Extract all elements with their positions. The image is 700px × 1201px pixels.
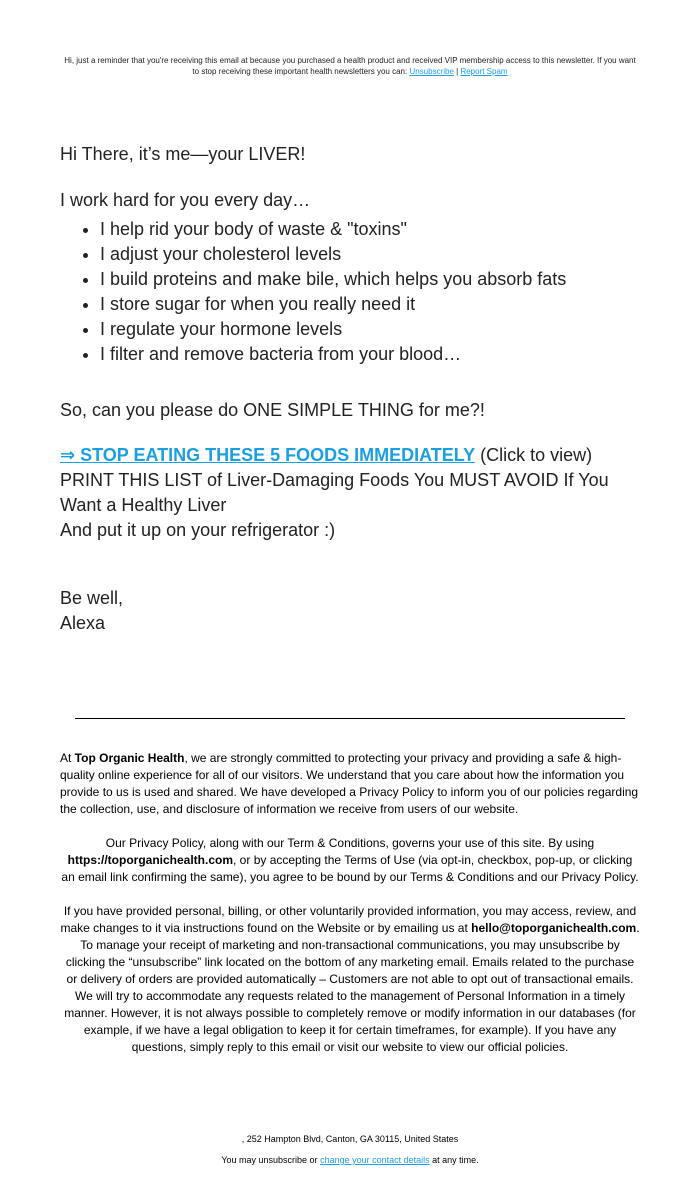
unsubscribe-prefix: You may unsubscribe or — [221, 1155, 321, 1165]
change-contact-details-link[interactable]: change your contact details — [320, 1155, 430, 1165]
fridge-line: And put it up on your refrigerator :) — [60, 520, 336, 540]
list-item: • I adjust your cholesterol levels — [100, 242, 640, 267]
ask-line: So, can you please do ONE SIMPLE THING for me?! — [60, 400, 485, 420]
unsubscribe-suffix: at any time. — [429, 1155, 479, 1165]
signoff-block — [60, 586, 640, 636]
report-spam-link[interactable]: Report Spam — [460, 67, 508, 76]
preheader-separator: | — [453, 67, 461, 76]
cta-link[interactable]: ⇒ STOP EATING THESE 5 FOODS IMMEDIATELY — [60, 445, 476, 465]
list-item: • I regulate your hormone levels — [100, 317, 640, 342]
footer-text: At — [60, 751, 75, 765]
footer-paragraph-2 — [60, 835, 640, 886]
list-item: • I store sugar for when you really need it — [100, 292, 640, 317]
footer-text: Our Privacy Policy, along with our Term & Conditions, governs your use of this site. By using — [105, 836, 595, 850]
preheader-text: Hi, just a reminder that you're receiving this email at because you purchased a health product and received VIP membership access to this newsletter. If you want to stop receiving these important health newsletters you can: — [64, 56, 636, 76]
intro-line: I work hard for you every day… — [60, 190, 311, 210]
cta-suffix: (Click to view) — [475, 445, 593, 465]
greeting: Hi There, it’s me—your LIVER! — [60, 144, 306, 164]
cta-block — [60, 443, 640, 543]
footer-text: . To manage your receipt of marketing and non-transactional communications, you may unsubscribe by clicking the “unsubscribe” link located on the bottom of any marketing email. Emails related to the purchase or delivery of orders are provided automatically – Customers are not able to opt out of transactional emails. We will try to accommodate any requests related to the management of Personal Information in a timely manner. However, it is not always possible to completely remove or modify information in our databases (for example, if we have a legal obligation to keep it for certain timeframes, for example). If you have any questions, simply reply to this email or visit our website to view our official policies. — [64, 921, 640, 1054]
unsubscribe-link[interactable]: Unsubscribe — [409, 67, 454, 76]
footer-legal — [60, 750, 640, 1073]
postal-address: , 252 Hampton Blvd, Canton, GA 30115, United States — [241, 1134, 459, 1144]
list-item: • I build proteins and make bile, which helps you absorb fats — [100, 267, 640, 292]
footer-paragraph-3 — [60, 903, 640, 1056]
print-line: PRINT THIS LIST of Liver-Damaging Foods You MUST AVOID If You Want a Healthy Liver — [60, 470, 609, 515]
brand-name: Top Organic Health — [74, 751, 185, 765]
email-body — [60, 142, 640, 636]
list-item: • I filter and remove bacteria from your blood… — [100, 342, 640, 367]
signoff: Be well, — [60, 588, 124, 608]
divider — [75, 718, 625, 719]
signature: Alexa — [60, 613, 106, 633]
list-item: • I help rid your body of waste & "toxins" — [100, 217, 640, 242]
unsubscribe-note — [60, 1154, 640, 1166]
footer-text: , we are strongly committed to protecting your privacy and providing a safe & high-quality online experience for all of our visitors. We understand that you care about how the information you provide to us is used and shared. We have developed a Privacy Policy to inform you of our policies regarding the collection, use, and disclosure of information we receive from users of our website. — [60, 751, 639, 816]
footer-text: , or by accepting the Terms of Use (via opt-in, checkbox, pop-up, or clicking an email link confirming the same), you agree to be bound by our Terms & Conditions and our Privacy Policy. — [61, 853, 639, 884]
benefits-list — [60, 217, 640, 367]
footer-text: If you have provided personal, billing, or other voluntarily provided information, you may access, review, and make changes to it via instructions found on the Website or by emailing us at — [60, 904, 637, 935]
contact-email: hello@toporganichealth.com — [471, 921, 637, 935]
preheader — [60, 55, 640, 77]
footer-paragraph-1 — [60, 750, 640, 818]
site-url: https://toporganichealth.com — [67, 853, 234, 867]
